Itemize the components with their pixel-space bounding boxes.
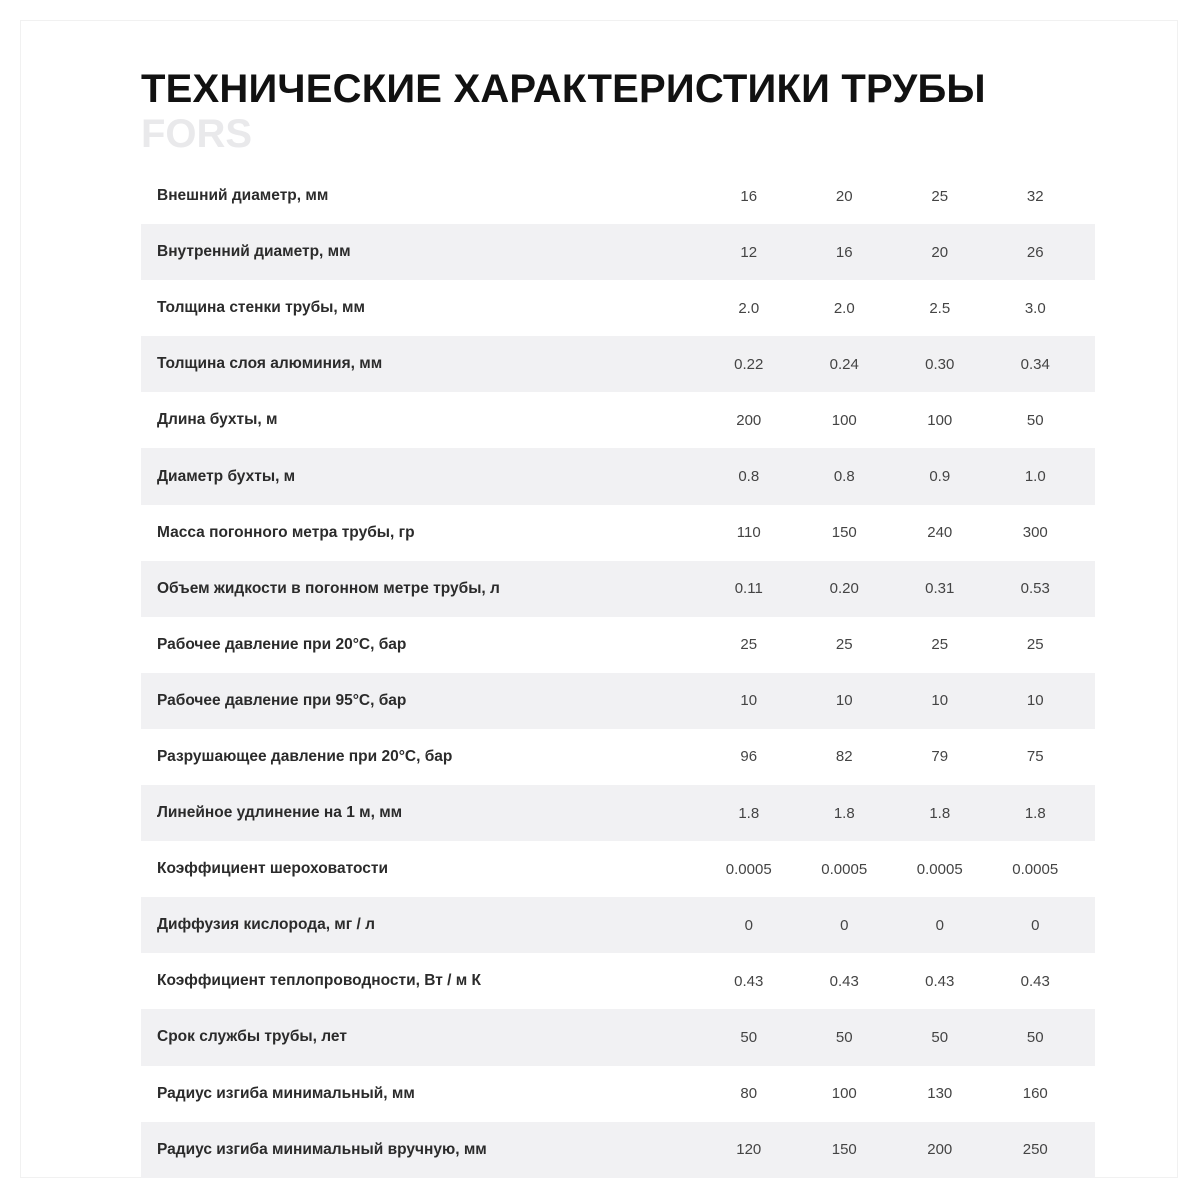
param-value: 2.0 xyxy=(833,299,855,317)
page-title: ТЕХНИЧЕСКИЕ ХАРАКТЕРИСТИКИ ТРУБЫ xyxy=(141,67,986,111)
table-row xyxy=(141,841,1095,897)
param-label: Коэффициент теплопроводности, Вт / м К xyxy=(157,972,481,990)
specs-table xyxy=(141,168,1095,1178)
param-value: 100 xyxy=(927,411,953,429)
param-value: 0.43 xyxy=(925,972,955,990)
param-label: Коэффициент шероховатости xyxy=(157,860,389,878)
param-value: 0.43 xyxy=(734,972,764,990)
param-value: 96 xyxy=(740,748,758,766)
param-label: Объем жидкости в погонном метре трубы, л xyxy=(157,579,500,597)
table-row xyxy=(141,168,1095,224)
param-value: 82 xyxy=(835,748,853,766)
param-value: 150 xyxy=(831,524,857,542)
param-value: 1.8 xyxy=(929,804,951,822)
param-value: 0.11 xyxy=(734,580,763,598)
param-value: 0.30 xyxy=(925,355,955,373)
table-row xyxy=(141,505,1095,561)
param-value: 10 xyxy=(740,692,758,710)
param-label: Диаметр бухты, м xyxy=(157,467,296,485)
param-value: 0.22 xyxy=(734,355,764,373)
param-value: 75 xyxy=(1026,748,1044,766)
param-value: 1.0 xyxy=(1024,468,1046,486)
param-value: 0.8 xyxy=(833,468,855,486)
param-value: 25 xyxy=(931,187,949,205)
param-value: 0.43 xyxy=(1020,972,1050,990)
table-row xyxy=(141,897,1095,953)
param-value: 0.53 xyxy=(1020,580,1050,598)
param-value: 20 xyxy=(835,187,853,205)
param-value: 200 xyxy=(927,1141,953,1159)
param-value: 0.0005 xyxy=(725,860,772,878)
param-value: 16 xyxy=(740,187,758,205)
param-value: 79 xyxy=(931,748,949,766)
param-value: 10 xyxy=(1026,692,1044,710)
param-value: 0 xyxy=(1031,916,1040,934)
param-value: 0.34 xyxy=(1020,355,1050,373)
param-value: 0.9 xyxy=(929,468,951,486)
table-row xyxy=(141,561,1095,617)
param-value: 0.31 xyxy=(925,580,955,598)
param-value: 2.5 xyxy=(929,299,951,317)
table-row xyxy=(141,729,1095,785)
param-value: 1.8 xyxy=(738,804,760,822)
param-value: 25 xyxy=(835,636,853,654)
param-label: Радиус изгиба минимальный, мм xyxy=(157,1084,415,1102)
param-value: 150 xyxy=(831,1141,857,1159)
param-value: 0.0005 xyxy=(821,860,868,878)
param-label: Радиус изгиба минимальный вручную, мм xyxy=(157,1140,487,1158)
param-value: 25 xyxy=(740,636,758,654)
param-value: 0 xyxy=(840,916,849,934)
param-value: 2.0 xyxy=(738,299,760,317)
param-value: 100 xyxy=(831,411,857,429)
param-label: Масса погонного метра трубы, гр xyxy=(157,523,415,541)
param-value: 80 xyxy=(740,1085,758,1103)
param-value: 20 xyxy=(931,243,949,261)
table-row xyxy=(141,224,1095,280)
param-value: 0.8 xyxy=(738,468,760,486)
param-label: Диффузия кислорода, мг / л xyxy=(157,916,375,934)
param-value: 1.8 xyxy=(833,804,855,822)
param-value: 120 xyxy=(736,1141,762,1159)
param-value: 25 xyxy=(931,636,949,654)
param-label: Длина бухты, м xyxy=(157,411,278,429)
param-value: 110 xyxy=(736,524,761,542)
param-label: Рабочее давление при 20°С, бар xyxy=(157,635,407,653)
param-value: 1.8 xyxy=(1024,804,1046,822)
product-name: FORS xyxy=(141,112,253,156)
table-row xyxy=(141,673,1095,729)
param-value: 50 xyxy=(1026,1028,1044,1046)
param-label: Разрушающее давление при 20°С, бар xyxy=(157,747,453,765)
param-value: 200 xyxy=(736,411,762,429)
param-value: 50 xyxy=(1026,411,1044,429)
param-value: 10 xyxy=(931,692,949,710)
param-value: 130 xyxy=(927,1085,953,1103)
spec-sheet xyxy=(20,20,1178,1178)
table-row xyxy=(141,280,1095,336)
table-row xyxy=(141,448,1095,504)
param-label: Срок службы трубы, лет xyxy=(157,1028,347,1046)
param-label: Толщина стенки трубы, мм xyxy=(157,299,365,317)
param-label: Внешний диаметр, мм xyxy=(157,187,329,205)
param-value: 26 xyxy=(1026,243,1044,261)
param-value: 160 xyxy=(1022,1085,1048,1103)
param-value: 0.24 xyxy=(829,355,859,373)
param-value: 25 xyxy=(1026,636,1044,654)
param-value: 50 xyxy=(740,1028,758,1046)
param-value: 10 xyxy=(835,692,853,710)
param-value: 0.0005 xyxy=(1012,860,1059,878)
param-value: 16 xyxy=(835,243,853,261)
param-value: 100 xyxy=(831,1085,857,1103)
table-row xyxy=(141,1066,1095,1122)
param-value: 250 xyxy=(1022,1141,1048,1159)
param-value: 50 xyxy=(835,1028,853,1046)
table-row xyxy=(141,336,1095,392)
param-label: Рабочее давление при 95°С, бар xyxy=(157,691,407,709)
table-row xyxy=(141,617,1095,673)
param-value: 0.43 xyxy=(829,972,859,990)
param-value: 50 xyxy=(931,1028,949,1046)
param-value: 0.20 xyxy=(829,580,859,598)
table-row xyxy=(141,785,1095,841)
table-row xyxy=(141,953,1095,1009)
param-value: 12 xyxy=(740,243,758,261)
param-value: 0 xyxy=(744,916,753,934)
table-row xyxy=(141,1122,1095,1178)
param-value: 240 xyxy=(927,524,953,542)
param-value: 32 xyxy=(1026,187,1044,205)
param-value: 0.0005 xyxy=(916,860,963,878)
param-label: Толщина слоя алюминия, мм xyxy=(157,355,383,373)
param-value: 300 xyxy=(1022,524,1048,542)
param-label: Внутренний диаметр, мм xyxy=(157,243,351,261)
table-row xyxy=(141,392,1095,448)
param-value: 0 xyxy=(935,916,944,934)
param-value: 3.0 xyxy=(1024,299,1046,317)
table-row xyxy=(141,1009,1095,1065)
param-label: Линейное удлинение на 1 м, мм xyxy=(157,804,403,822)
